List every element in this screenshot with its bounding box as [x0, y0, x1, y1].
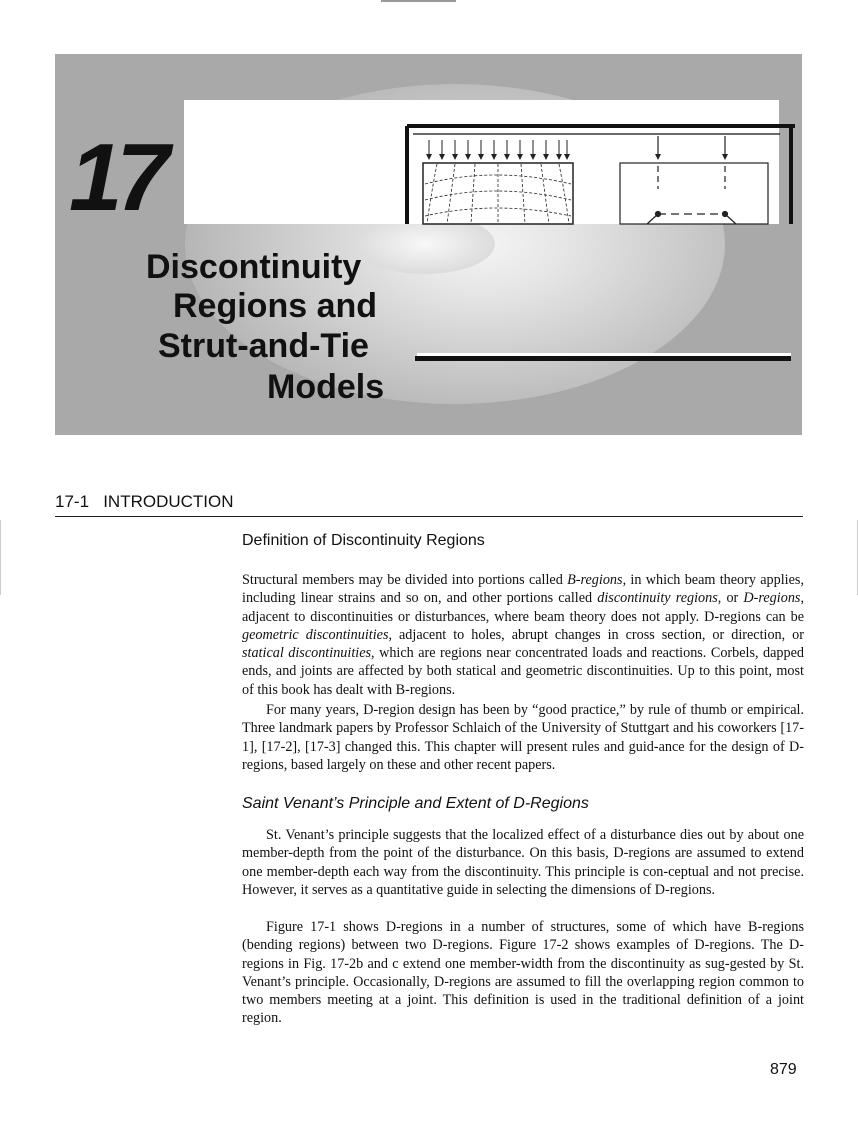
banner-artwork — [55, 54, 802, 435]
section-heading: 17-1 INTRODUCTION — [55, 492, 234, 511]
chapter-number: 17 — [69, 124, 164, 231]
subsection-title-saint-venant: Saint Venant’s Principle and Extent of D-Regions — [242, 795, 589, 812]
chapter-title-line-1: Discontinuity — [146, 248, 362, 286]
top-edge-mark — [381, 0, 456, 2]
paragraph-figures: Figure 17-1 shows D-regions in a number of structures, some of which have B-regions (bending regions) between two D-regions. Figure 17-2 shows examples of D-regions. The D-regions in Fig. 17-2b and c extend one member-width from the discontinuity as sug-gested by St. Venant’s principle. Occasionally, D-regions are assumed to fill the overlapping region common to two members meeting at a joint. This definition is used in the traditional definition of a joint region. — [242, 919, 804, 1027]
paragraph-st-venant: St. Venant’s principle suggests that the localized effect of a disturbance dies out by about one member-depth from the point of the disturbance. On this basis, D-regions are assumed to extend one member-depth each way from the discontinuity. This principle is con-ceptual and not precise. However, it serves as a quantitative guide in selecting the dimensions of D-regions. — [242, 827, 804, 898]
left-page-edge — [0, 520, 1, 595]
title-rule — [415, 353, 791, 361]
section-rule — [55, 516, 803, 517]
subsection-title-definition: Definition of Discontinuity Regions — [242, 532, 485, 549]
chapter-title-line-4: Models — [267, 368, 385, 406]
chapter-title-line-2: Regions and — [173, 287, 378, 325]
chapter-title-line-3: Strut-and-Tie — [158, 327, 369, 365]
paragraph-d-region-history: For many years, D-region design has been by “good practice,” by rule of thumb or empirical. Three landmark papers by Professor Schlaich of the University of Stuttgart and his coworkers [17-1], [17-2], [17-3] changed this. This chapter will present rules and guid-ance for the design of D-regions, based largely on these and other recent papers. — [242, 702, 804, 773]
paragraph-b-regions: Structural members may be divided into portions called B-regions, in which beam theory applies, including linear strains and so on, and other portions called discontinuity regions, or D-regions, adjacent to discontinuities or disturbances, where beam theory does not apply. D-regions can be geometric discontinuities, adjacent to holes, abrupt changes in cross section, or direction, or statical discontinuities, which are regions near concentrated loads and reactions. Corbels, dapped ends, and joints are affected by both statical and geometric discontinuities. Up to this point, most of this book has dealt with B-regions. — [242, 572, 804, 698]
page-number: 879 — [770, 1061, 797, 1078]
chapter-banner — [55, 54, 802, 435]
figure-panel — [184, 100, 779, 224]
